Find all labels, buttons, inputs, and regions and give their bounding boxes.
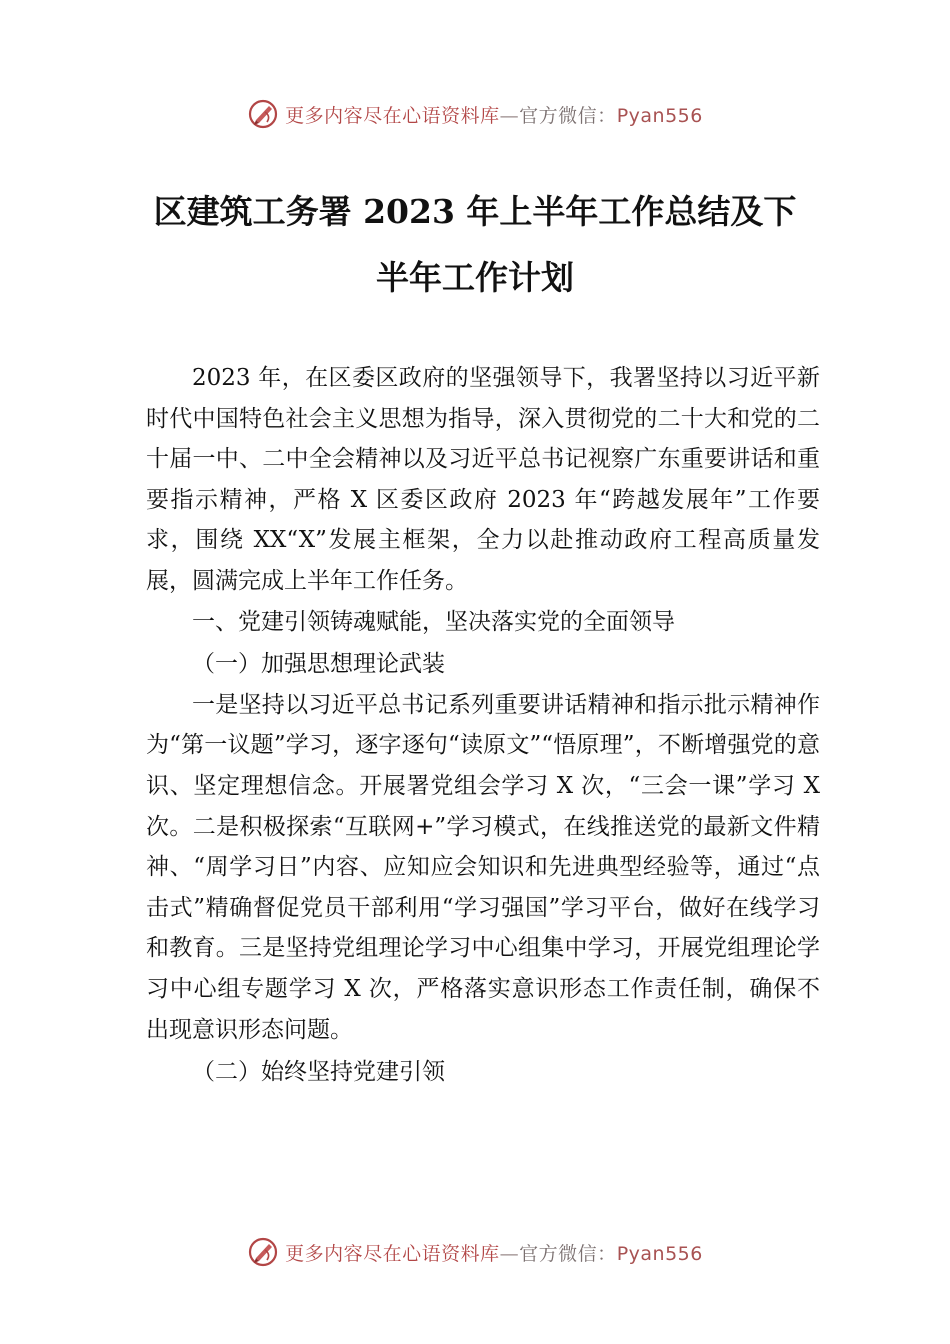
document-title-line-1: 区建筑工务署 2023 年上半年工作总结及下 xyxy=(153,192,797,231)
watermark-dash: — xyxy=(499,104,520,127)
subsection-heading-1: （一）加强思想理论武装 xyxy=(192,651,445,678)
watermark-dash: — xyxy=(499,1242,520,1265)
footer-watermark xyxy=(0,1232,950,1272)
pen-circle-logo-icon xyxy=(247,1236,279,1268)
watermark-brand: 更多内容尽在心语资料库 xyxy=(285,1242,500,1265)
document-body xyxy=(146,358,820,1093)
section-heading-1: 一、党建引领铸魂赋能，坚决落实党的全面领导 xyxy=(192,608,675,635)
watermark-wechat-label: 官方微信： xyxy=(519,104,617,127)
subsection-heading-2: （二）始终坚持党建引领 xyxy=(192,1059,445,1086)
paragraph-1: 一是坚持以习近平总书记系列重要讲话精神和指示批示精神作为“第一议题”学习，逐字逐句“读原文”“悟原理”，不断增强党的意识、坚定理想信念。开展署党组会学习 X 次，“三会一课”学习 X 次。二是积极探索“互联网+”学习模式，在线推送党的最新文件精神、“周学习日”内容、应知应会知识和先进典型经验等，通过“点击式”精确督促党员干部利用“学习强国”学习平台，做好在线学习和教育。三是坚持党组理论学习中心组集中学习，开展党组理论学习中心组专题学习 X 次，严格落实意识形态工作责任制，确保不出现意识形态问题。 xyxy=(146,691,820,1043)
watermark-wechat-label: 官方微信： xyxy=(519,1242,617,1265)
watermark-text xyxy=(285,1239,703,1266)
document-title-line-2: 半年工作计划 xyxy=(376,258,574,297)
watermark-text xyxy=(285,101,703,128)
paragraph-intro: 2023 年，在区委区政府的坚强领导下，我署坚持以习近平新时代中国特色社会主义思想为指导，深入贯彻党的二十大和党的二十届一中、二中全会精神以及习近平总书记视察广东重要讲话和重要指示精神，严格 X 区委区政府 2023 年“跨越发展年”工作要求，围绕 XX“X”发展主框架，全力以赴推动政府工程高质量发展，圆满完成上半年工作任务。 xyxy=(146,365,820,594)
header-watermark xyxy=(0,94,950,134)
pen-circle-logo-icon xyxy=(247,98,279,130)
watermark-wechat-id: Pyan556 xyxy=(616,104,703,127)
watermark-brand: 更多内容尽在心语资料库 xyxy=(285,104,500,127)
watermark-wechat-id: Pyan556 xyxy=(616,1242,703,1265)
